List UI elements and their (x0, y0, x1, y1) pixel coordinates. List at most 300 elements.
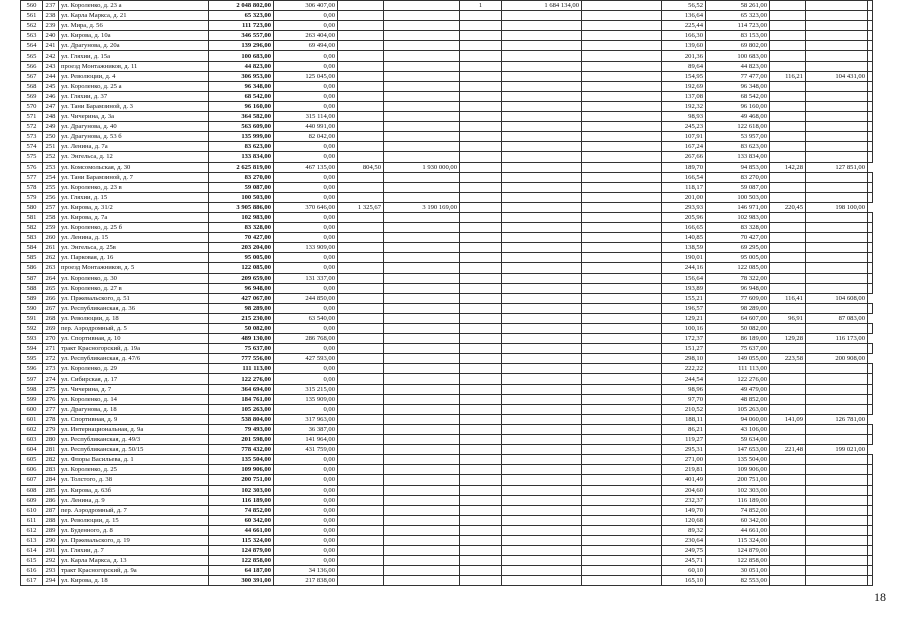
table-cell: 98 289,00 (209, 303, 274, 313)
table-cell: 105 263,00 (706, 404, 770, 414)
table-cell: 583 (21, 233, 43, 243)
table-body (21, 1, 873, 586)
table-cell (384, 394, 460, 404)
table-cell: 267 (43, 303, 59, 313)
table-cell (338, 253, 384, 263)
table-cell: 603 (21, 435, 43, 445)
table-cell: ул. Гляхии, д. 15 (59, 192, 209, 202)
table-cell: 104 431,00 (806, 71, 868, 81)
table-cell: 97,70 (662, 394, 706, 404)
table-cell (502, 303, 582, 313)
table-cell (384, 445, 460, 455)
table-cell: 44 661,00 (209, 525, 274, 535)
table-cell (384, 101, 460, 111)
table-cell (770, 394, 806, 404)
table-cell (338, 394, 384, 404)
table-cell (338, 404, 384, 414)
table-cell: 278 (43, 414, 59, 424)
table-cell: 165,10 (662, 576, 706, 586)
table-cell: 127 851,00 (806, 162, 868, 172)
table-cell (384, 283, 460, 293)
table-row (21, 172, 873, 182)
table-cell: 273 (43, 364, 59, 374)
table-cell: 124 879,00 (209, 546, 274, 556)
table-cell: 125 045,00 (274, 71, 338, 81)
table-cell: 279 (43, 424, 59, 434)
table-cell (770, 566, 806, 576)
table-cell (868, 132, 873, 142)
table-cell (502, 263, 582, 273)
table-cell (384, 152, 460, 162)
table-cell (806, 212, 868, 222)
table-cell (582, 101, 662, 111)
table-cell: 295,31 (662, 445, 706, 455)
table-cell: ул. Драгунова, д. 53 б (59, 132, 209, 142)
table-cell (384, 243, 460, 253)
table-cell: 49 468,00 (706, 112, 770, 122)
table-cell: 205,96 (662, 212, 706, 222)
table-cell: 778 432,00 (209, 445, 274, 455)
table-cell (806, 81, 868, 91)
table-cell: ул. Короленко, д. 23 а (59, 1, 209, 11)
table-cell (770, 122, 806, 132)
table-cell: 70 427,00 (706, 233, 770, 243)
table-cell (460, 445, 502, 455)
table-cell: 74 852,00 (706, 505, 770, 515)
table-cell (384, 122, 460, 132)
table-cell: 257 (43, 202, 59, 212)
table-cell (806, 263, 868, 273)
table-row (21, 445, 873, 455)
table-cell (770, 485, 806, 495)
table-cell: 0,00 (274, 81, 338, 91)
table-cell: проезд Монтажников, д. 11 (59, 61, 209, 71)
table-cell (502, 344, 582, 354)
table-row (21, 394, 873, 404)
table-cell (338, 122, 384, 132)
table-cell (770, 283, 806, 293)
table-cell (868, 465, 873, 475)
table-cell: 151,27 (662, 344, 706, 354)
table-cell: 104 608,00 (806, 293, 868, 303)
table-row (21, 283, 873, 293)
table-cell: 136,64 (662, 11, 706, 21)
table-cell: ул. Революции, д. 4 (59, 71, 209, 81)
table-cell (460, 364, 502, 374)
table-cell: 0,00 (274, 51, 338, 61)
table-cell (582, 11, 662, 21)
table-cell: 581 (21, 212, 43, 222)
table-cell: 294 (43, 576, 59, 586)
table-cell (502, 485, 582, 495)
table-cell (806, 112, 868, 122)
table-cell: 0,00 (274, 556, 338, 566)
table-cell: пер. Аэродромный, д. 5 (59, 324, 209, 334)
table-cell: 166,65 (662, 223, 706, 233)
table-cell: 133 909,00 (274, 243, 338, 253)
table-cell: 217 838,00 (274, 576, 338, 586)
table-cell (460, 424, 502, 434)
table-cell (502, 515, 582, 525)
table-cell (338, 505, 384, 515)
table-cell (338, 566, 384, 576)
table-cell: 252 (43, 152, 59, 162)
table-cell (338, 263, 384, 273)
table-cell: 267,66 (662, 152, 706, 162)
table-cell: 560 (21, 1, 43, 11)
table-cell: 563 609,00 (209, 122, 274, 132)
table-cell: 129,28 (770, 334, 806, 344)
table-cell (384, 334, 460, 344)
table-cell (460, 202, 502, 212)
table-cell: 138,59 (662, 243, 706, 253)
table-cell: 0,00 (274, 455, 338, 465)
table-cell (770, 81, 806, 91)
table-cell: 597 (21, 374, 43, 384)
table-cell: ул. Драгунова, д. 18 (59, 404, 209, 414)
table-cell (338, 1, 384, 11)
table-cell (868, 495, 873, 505)
table-row (21, 525, 873, 535)
table-cell (868, 556, 873, 566)
table-cell (384, 61, 460, 71)
table-cell: ул. Ленина, д. 9 (59, 495, 209, 505)
table-cell (582, 91, 662, 101)
table-cell: 0,00 (274, 525, 338, 535)
table-cell (460, 495, 502, 505)
table-cell: 401,49 (662, 475, 706, 485)
table-cell: 75 637,00 (706, 344, 770, 354)
table-cell (384, 223, 460, 233)
table-cell: 287 (43, 505, 59, 515)
table-cell: 291 (43, 546, 59, 556)
table-cell (868, 81, 873, 91)
table-cell (806, 273, 868, 283)
table-cell (460, 132, 502, 142)
table-cell (502, 192, 582, 202)
table-cell (582, 152, 662, 162)
table-cell (460, 253, 502, 263)
table-cell: 266 (43, 293, 59, 303)
table-cell: 111 113,00 (209, 364, 274, 374)
table-cell: ул. Тани Барамзиной, д. 7 (59, 172, 209, 182)
table-row (21, 182, 873, 192)
table-cell (806, 384, 868, 394)
table-cell (582, 546, 662, 556)
table-row (21, 303, 873, 313)
table-cell: пер. Аэродромный, д. 7 (59, 505, 209, 515)
table-row (21, 414, 873, 424)
table-cell (806, 31, 868, 41)
table-cell: ул. Тани Барамзиной, д. 3 (59, 101, 209, 111)
table-cell: 122 618,00 (706, 122, 770, 132)
table-row (21, 101, 873, 111)
table-cell: 616 (21, 566, 43, 576)
table-cell (868, 364, 873, 374)
table-cell (460, 243, 502, 253)
table-cell (806, 51, 868, 61)
table-cell: ул. Кирова, д. 31/2 (59, 202, 209, 212)
table-cell (770, 61, 806, 71)
table-cell: 586 (21, 263, 43, 273)
table-cell: 60,10 (662, 566, 706, 576)
table-cell: 615 (21, 556, 43, 566)
table-cell: 268 (43, 313, 59, 323)
table-cell (806, 404, 868, 414)
table-cell: 43 106,00 (706, 424, 770, 434)
table-cell (806, 91, 868, 101)
table-row (21, 91, 873, 101)
table-cell: ул. Короленко, д. 14 (59, 394, 209, 404)
table-cell: 254 (43, 172, 59, 182)
table-cell (384, 475, 460, 485)
table-cell (868, 435, 873, 445)
table-cell: 0,00 (274, 223, 338, 233)
table-cell: 209 659,00 (209, 273, 274, 283)
table-cell (502, 182, 582, 192)
table-cell: 89,32 (662, 525, 706, 535)
table-cell (502, 223, 582, 233)
table-cell (384, 112, 460, 122)
table-cell: 270 (43, 334, 59, 344)
table-cell (384, 576, 460, 586)
table-cell: 147 653,00 (706, 445, 770, 455)
table-cell: 265 (43, 283, 59, 293)
table-cell (770, 374, 806, 384)
table-cell: 440 991,00 (274, 122, 338, 132)
table-cell (806, 243, 868, 253)
table-cell: 78 322,00 (706, 273, 770, 283)
table-cell (502, 162, 582, 172)
table-cell: 59 087,00 (706, 182, 770, 192)
table-cell (868, 91, 873, 101)
table-cell (502, 31, 582, 41)
table-cell: 561 (21, 11, 43, 21)
table-cell (770, 465, 806, 475)
table-cell: 577 (21, 172, 43, 182)
table-cell (806, 535, 868, 545)
table-row (21, 122, 873, 132)
table-cell: 612 (21, 525, 43, 535)
table-cell: 572 (21, 122, 43, 132)
table-cell: 272 (43, 354, 59, 364)
table-cell: 243 (43, 61, 59, 71)
table-cell (502, 202, 582, 212)
table-cell: 64 607,00 (706, 313, 770, 323)
table-cell: 0,00 (274, 253, 338, 263)
table-cell: 69 802,00 (706, 41, 770, 51)
table-cell: 87 083,00 (806, 313, 868, 323)
table-cell: 116 189,00 (706, 495, 770, 505)
table-cell (582, 172, 662, 182)
table-cell (582, 364, 662, 374)
table-cell (582, 354, 662, 364)
table-cell: 102 983,00 (706, 212, 770, 222)
table-cell: 258 (43, 212, 59, 222)
table-cell: 317 963,00 (274, 414, 338, 424)
table-cell (502, 394, 582, 404)
table-cell (868, 384, 873, 394)
table-cell (582, 344, 662, 354)
table-cell (338, 101, 384, 111)
table-cell (460, 31, 502, 41)
table-cell (338, 556, 384, 566)
table-cell (338, 525, 384, 535)
table-cell: 571 (21, 112, 43, 122)
table-cell: 575 (21, 152, 43, 162)
table-cell (770, 112, 806, 122)
table-cell: 0,00 (274, 303, 338, 313)
table-row (21, 556, 873, 566)
table-cell: 83 270,00 (706, 172, 770, 182)
table-cell: 89,64 (662, 61, 706, 71)
table-cell: 58 261,00 (706, 1, 770, 11)
table-cell (460, 344, 502, 354)
table-cell: 115 324,00 (209, 535, 274, 545)
table-cell (384, 485, 460, 495)
table-cell: 274 (43, 374, 59, 384)
table-cell: ул. Революции, д. 18 (59, 313, 209, 323)
table-cell: 0,00 (274, 172, 338, 182)
table-cell: 306 953,00 (209, 71, 274, 81)
table-cell (806, 424, 868, 434)
table-cell (770, 253, 806, 263)
table-cell: 196,57 (662, 303, 706, 313)
table-cell: 286 768,00 (274, 334, 338, 344)
table-cell: 200 908,00 (806, 354, 868, 364)
table-cell: 119,27 (662, 435, 706, 445)
table-cell (338, 374, 384, 384)
table-row (21, 51, 873, 61)
table-cell: 139,60 (662, 41, 706, 51)
table-cell (806, 566, 868, 576)
table-row (21, 162, 873, 172)
table-cell: 604 (21, 445, 43, 455)
table-cell: 262 (43, 253, 59, 263)
table-cell (582, 61, 662, 71)
table-cell: ул. Республиканская, д. 49/3 (59, 435, 209, 445)
table-cell: 574 (21, 142, 43, 152)
table-cell (460, 374, 502, 384)
table-cell: ул. Флоры Васильева, д. 1 (59, 455, 209, 465)
table-cell: 240 (43, 31, 59, 41)
table-cell: 167,24 (662, 142, 706, 152)
table-cell: ул. Карла Маркса, д. 21 (59, 11, 209, 21)
table-cell (582, 495, 662, 505)
table-cell (806, 182, 868, 192)
table-cell: 60 342,00 (209, 515, 274, 525)
table-row (21, 515, 873, 525)
table-cell: 82 553,00 (706, 576, 770, 586)
table-cell: 617 (21, 576, 43, 586)
table-cell (806, 233, 868, 243)
table-row (21, 263, 873, 273)
table-cell: 156,64 (662, 273, 706, 283)
table-cell (338, 535, 384, 545)
table-cell: ул. Ленина, д. 7а (59, 142, 209, 152)
table-cell (770, 142, 806, 152)
table-cell (338, 465, 384, 475)
table-cell: 192,32 (662, 101, 706, 111)
table-cell: 271 (43, 344, 59, 354)
table-cell (582, 223, 662, 233)
table-cell (582, 525, 662, 535)
table-cell (868, 223, 873, 233)
table-cell (582, 122, 662, 132)
table-cell (460, 485, 502, 495)
table-cell: 259 (43, 223, 59, 233)
table-cell: ул. Спортивная, д. 10 (59, 334, 209, 344)
table-cell (582, 162, 662, 172)
table-cell: 111 723,00 (209, 21, 274, 31)
table-cell (384, 414, 460, 424)
table-cell (338, 475, 384, 485)
table-cell: 249 (43, 122, 59, 132)
table-row (21, 253, 873, 263)
table-cell: 315 114,00 (274, 112, 338, 122)
table-cell (460, 223, 502, 233)
table-cell (338, 424, 384, 434)
table-cell: ул. Чичерина, д. 7 (59, 384, 209, 394)
table-cell: 275 (43, 384, 59, 394)
table-cell (582, 212, 662, 222)
table-cell (582, 485, 662, 495)
table-cell: 293 (43, 566, 59, 576)
table-cell (582, 404, 662, 414)
table-cell (806, 435, 868, 445)
table-cell (338, 364, 384, 374)
table-cell: 602 (21, 424, 43, 434)
table-cell (338, 414, 384, 424)
table-cell (384, 535, 460, 545)
table-cell: 594 (21, 344, 43, 354)
table-cell: проезд Монтажников, д. 5 (59, 263, 209, 273)
table-cell: 86 189,00 (706, 334, 770, 344)
table-cell (806, 1, 868, 11)
table-cell: 102 983,00 (209, 212, 274, 222)
table-cell (770, 41, 806, 51)
table-cell: 241 (43, 41, 59, 51)
table-cell (868, 142, 873, 152)
table-cell (384, 71, 460, 81)
table-cell (806, 21, 868, 31)
table-row (21, 465, 873, 475)
table-cell: 2 048 802,00 (209, 1, 274, 11)
table-cell (582, 455, 662, 465)
table-cell (770, 101, 806, 111)
table-cell (868, 576, 873, 586)
table-cell (770, 556, 806, 566)
table-cell: 244 850,00 (274, 293, 338, 303)
table-cell (806, 546, 868, 556)
table-cell: 300 391,00 (209, 576, 274, 586)
table-cell (460, 182, 502, 192)
table-cell: 427 593,00 (274, 354, 338, 364)
table-cell (384, 21, 460, 31)
table-cell: 50 082,00 (209, 324, 274, 334)
table-cell: ул. Сибирская, д. 17 (59, 374, 209, 384)
table-cell: 0,00 (274, 495, 338, 505)
table-cell (384, 455, 460, 465)
table-cell (770, 475, 806, 485)
table-cell: ул. Кирова, д. 63б (59, 485, 209, 495)
table-cell (582, 263, 662, 273)
table-cell (338, 303, 384, 313)
table-cell (868, 546, 873, 556)
table-cell: 96,91 (770, 313, 806, 323)
table-cell: 0,00 (274, 61, 338, 71)
table-row (21, 192, 873, 202)
